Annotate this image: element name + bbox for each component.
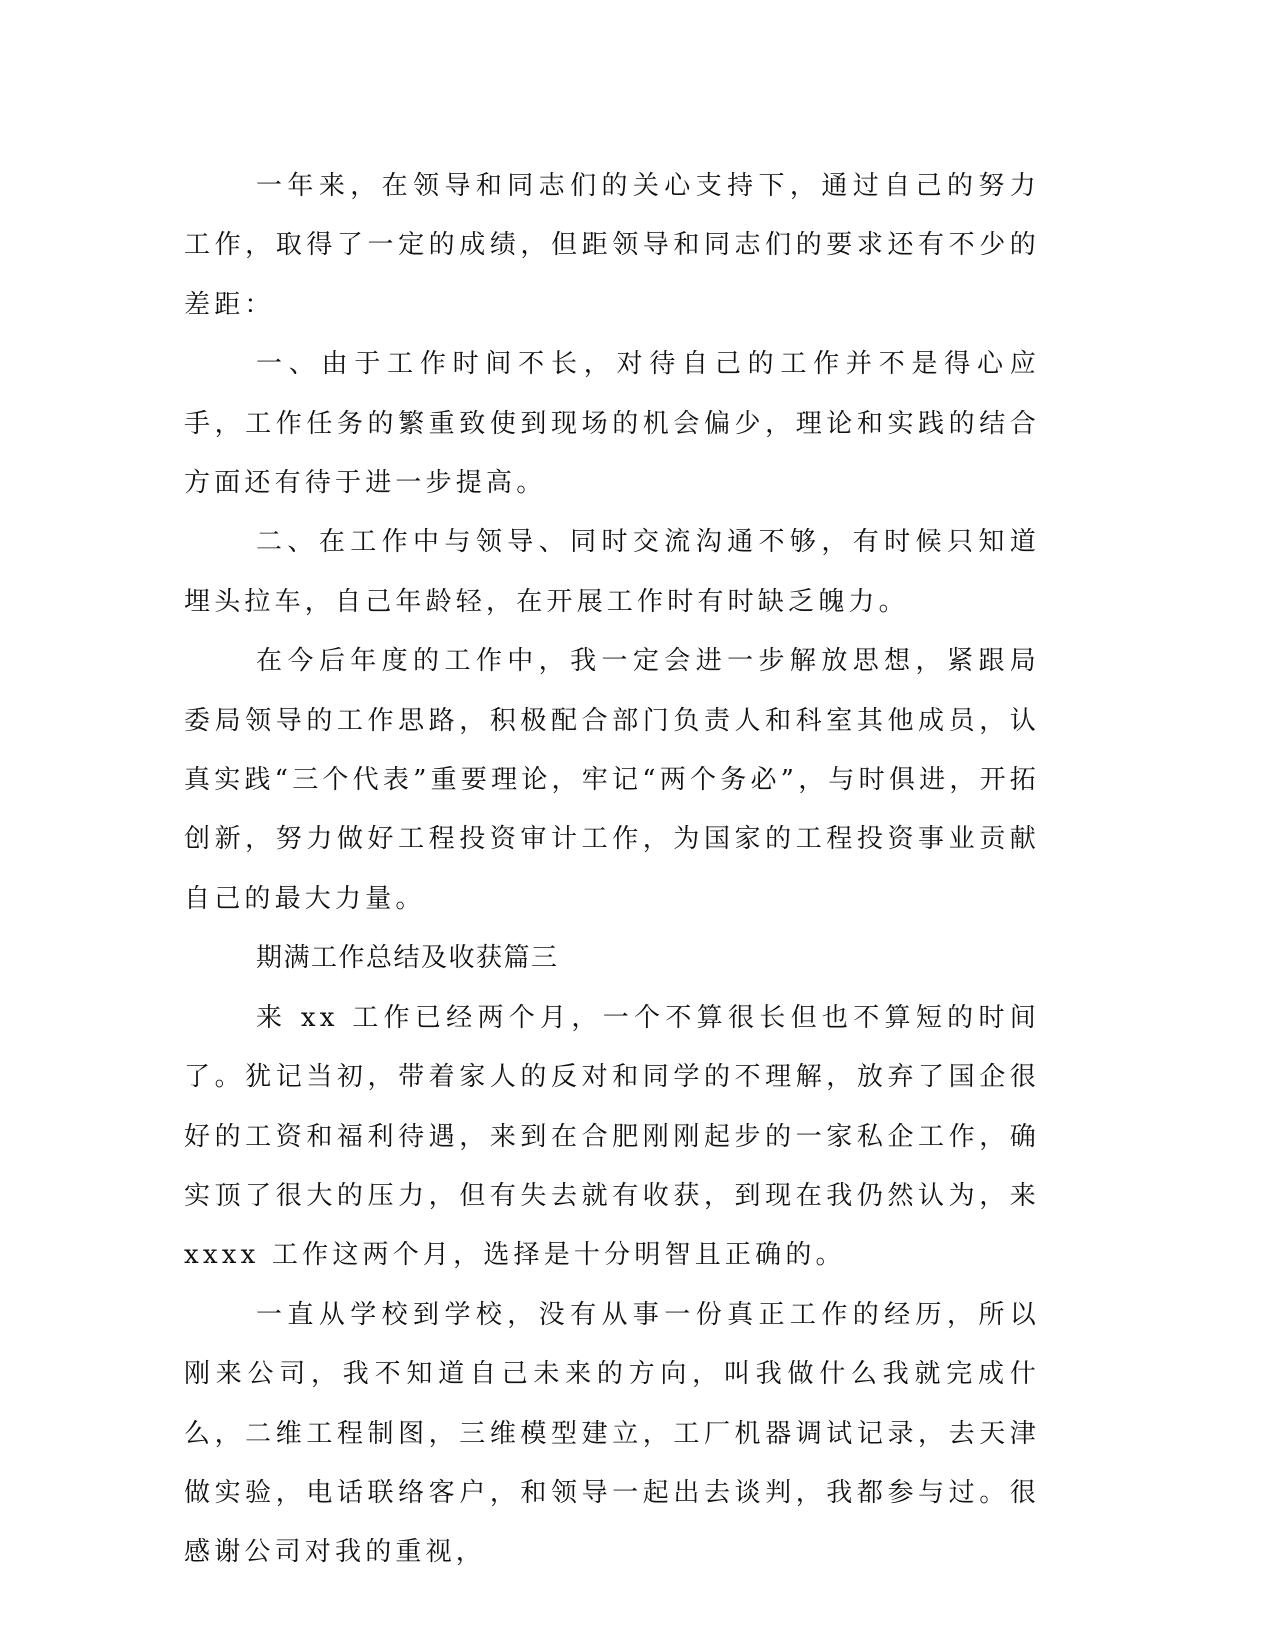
paragraph-two-months: 来 xx 工作已经两个月，一个不算很长但也不算短的时间了。犹记当初，带着家人的反对和同学的不理解，放弃了国企很好的工资和福利待遇，来到在合肥刚刚起步的一家私企工作，确实顶了很大的压力，但有失去就有收获，到现在我仍然认为，来 xxxx 工作这两个月，选择是十分明智且正确的。	[184, 1002, 1040, 1271]
section-heading: 期满工作总结及收获篇三	[256, 943, 559, 974]
paragraph-point-one: 一、由于工作时间不长，对待自己的工作并不是得心应手，工作任务的繁重致使到现场的机会偏少，理论和实践的结合方面还有待于进一步提高。	[184, 349, 1040, 499]
paragraph-experience: 一直从学校到学校，没有从事一份真正工作的经历，所以刚来公司，我不知道自己未来的方向，叫我做什么我就完成什么，二维工程制图，三维模型建立，工厂机器调试记录，去天津做实验，电话联络客户，和领导一起出去谈判，我都参与过。很感谢公司对我的重视，	[184, 1299, 1040, 1568]
paragraph-point-two: 二、在工作中与领导、同时交流沟通不够，有时候只知道埋头拉车，自己年龄轻，在开展工作时有时缺乏魄力。	[184, 527, 1040, 617]
paragraph-summary-intro: 一年来，在领导和同志们的关心支持下，通过自己的努力工作，取得了一定的成绩，但距领导和同志们的要求还有不少的差距：	[184, 171, 1040, 320]
document-body	[184, 157, 1040, 1583]
paragraph-future-plan: 在今后年度的工作中，我一定会进一步解放思想，紧跟局委局领导的工作思路，积极配合部门负责人和科室其他成员，认真实践“三个代表”重要理论，牢记“两个务必”，与时俱进，开拓创新，努力做好工程投资审计工作，为国家的工程投资事业贡献自己的最大力量。	[184, 646, 1040, 914]
